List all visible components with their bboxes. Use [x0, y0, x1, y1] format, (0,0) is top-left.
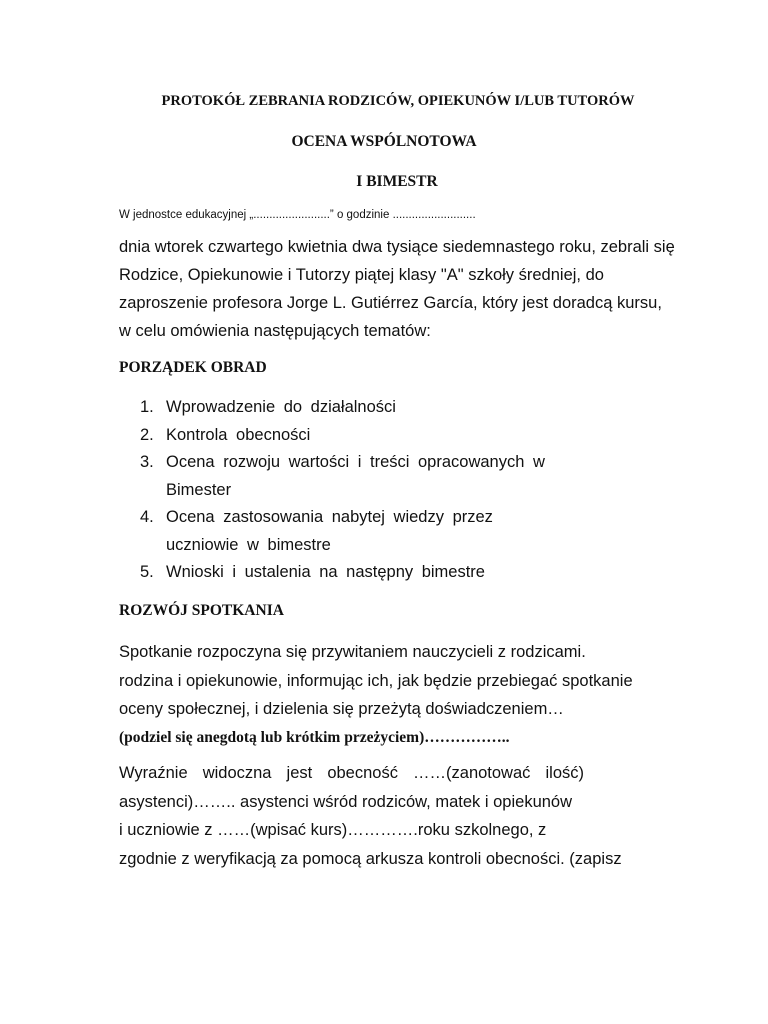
agenda-item-text: Kontrola obecności — [166, 425, 311, 444]
development-heading: ROZWÓJ SPOTKANIA — [119, 602, 284, 619]
development-paragraph-line: oceny społecznej, i dzielenia się przeżytą doświadczeniem… — [119, 700, 564, 718]
intro-paragraph — [119, 233, 679, 345]
agenda-item-number: 4. — [140, 508, 154, 526]
agenda-item-text: Ocena rozwoju wartości i treści opracowanych w — [166, 453, 545, 471]
anecdote-prompt: (podziel się anegdotą lub krótkim przeżyciem)…………….. — [119, 728, 510, 746]
development-paragraph-line: Spotkanie rozpoczyna się przywitaniem nauczycieli z rodzicami. — [119, 643, 586, 661]
agenda-item — [140, 559, 560, 587]
intro-paragraph-line: w celu omówienia następujących tematów: — [119, 322, 431, 340]
intro-paragraph-line: dnia wtorek czwartego kwietnia dwa tysiące siedemnastego roku, zebrali się — [119, 238, 675, 256]
agenda-item-text: Wnioski i ustalenia na następny bimestre — [166, 563, 485, 581]
attendance-paragraph-line: Wyraźnie widoczna jest obecność ……(zanotować ilość) — [119, 764, 584, 782]
attendance-paragraph-line: i uczniowie z ……(wpisać kurs)………….roku szkolnego, z — [119, 821, 547, 839]
agenda-item-number: 2. — [140, 425, 154, 444]
development-paragraph — [119, 638, 679, 752]
agenda-item-text-continued: uczniowie w bimestre — [166, 535, 331, 554]
attendance-paragraph-line: asystenci)…….. asystenci wśród rodziców, matek i opiekunów — [119, 792, 573, 811]
document-period: I BIMESTR — [356, 173, 438, 190]
attendance-paragraph — [119, 759, 679, 873]
document-title: PROTOKÓŁ ZEBRANIA RODZICÓW, OPIEKUNÓW I/LUB TUTORÓW — [161, 93, 635, 109]
agenda-item — [140, 449, 560, 504]
attendance-paragraph-line: zgodnie z weryfikacją za pomocą arkusza kontroli obecności. (zapisz — [119, 849, 622, 868]
agenda-item-number: 1. — [140, 398, 154, 416]
agenda-heading: PORZĄDEK OBRAD — [119, 359, 267, 376]
intro-small-line: W jednostce edukacyjnej „........................” o godzinie .......................... — [119, 209, 476, 221]
agenda-item-text: Wprowadzenie do działalności — [166, 398, 396, 416]
development-paragraph-line: rodzina i opiekunowie, informując ich, jak będzie przebiegać spotkanie — [119, 671, 633, 690]
intro-paragraph-line: zaproszenie profesora Jorge L. Gutiérrez García, który jest doradcą kursu, — [119, 294, 662, 312]
agenda-item — [140, 422, 560, 450]
intro-paragraph-line: Rodzice, Opiekunowie i Tutorzy piątej klasy "A" szkoły średniej, do — [119, 266, 604, 284]
agenda-item-text: Ocena zastosowania nabytej wiedzy przez — [166, 508, 493, 526]
agenda-item-text-continued: Bimester — [166, 480, 232, 499]
agenda-item — [140, 394, 560, 422]
agenda-item-number: 5. — [140, 563, 154, 581]
agenda-item-number: 3. — [140, 453, 154, 471]
document-subtitle: OCENA WSPÓLNOTOWA — [291, 133, 477, 150]
agenda-item — [140, 504, 560, 559]
agenda-list — [140, 394, 560, 587]
